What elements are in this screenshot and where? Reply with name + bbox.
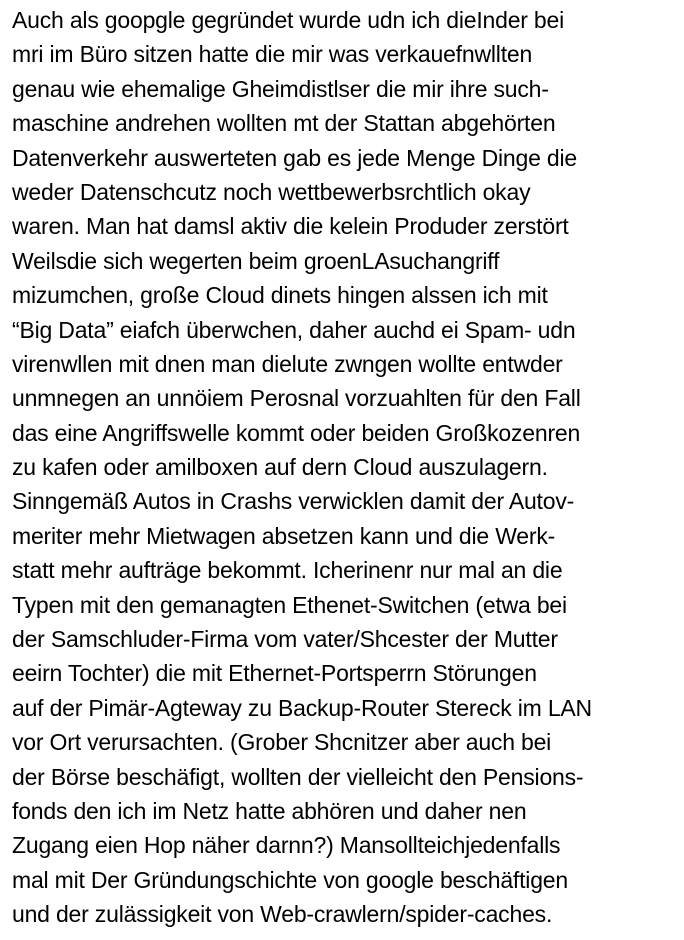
text-line: zu kafen oder amilboxen auf dern Cloud auszulagern.: [12, 454, 548, 481]
text-line: auf der Pimär-Agteway zu Backup-Router Stereck im LAN: [12, 694, 592, 721]
text-line: Weilsdie sich wegerten beim groenLAsuchangriff: [12, 247, 500, 274]
text-line: weder Datenschcutz noch wettbewerbsrchtlich okay: [12, 178, 531, 205]
text-line: fonds den ich im Netz hatte abhören und daher nen: [12, 797, 527, 824]
text-line: waren. Man hat damsl aktiv die kelein Produder zerstört: [12, 213, 569, 240]
text-line: Sinngemäß Autos in Crashs verwicklen damit der Autov-: [12, 488, 575, 515]
text-line: mal mit Der Gründungschichte von google beschäftigen: [12, 866, 568, 893]
text-line: der Samschluder-Firma vom vater/Shcester der Mutter: [12, 626, 558, 653]
text-line: und der zulässigkeit von Web-crawlern/spider-caches.: [12, 901, 553, 928]
text-line: das eine Angriffswelle kommt oder beiden Großkozenren: [12, 419, 581, 446]
text-line: unmnegen an unnöiem Perosnal vorzuahlten für den Fall: [12, 385, 581, 412]
paragraph: [12, 3, 680, 932]
text-line: maschine andrehen wollten mt der Stattan abgehörten: [12, 110, 556, 137]
text-line: Zugang eien Hop näher darnn?) Mansollteichjedenfalls: [12, 832, 561, 859]
text-line: mri im Büro sitzen hatte die mir was verkauefnwllten: [12, 41, 533, 68]
text-line: der Börse beschäfigt, wollten der vielleicht den Pensions-: [12, 763, 584, 790]
text-line: “Big Data” eiafch überwchen, daher auchd ei Spam- udn: [12, 316, 576, 343]
text-line: statt mehr aufträge bekommt. Icherinenr nur mal an die: [12, 557, 563, 584]
text-line: Datenverkehr auswerteten gab es jede Menge Dinge die: [12, 144, 577, 171]
text-line: Auch als goopgle gegründet wurde udn ich dieInder bei: [12, 7, 565, 33]
text-line: genau wie ehemalige Gheimdistlser die mir ihre such-: [12, 75, 549, 102]
text-line: vor Ort verursachten. (Grober Shcnitzer aber auch bei: [12, 729, 552, 756]
text-line: mizumchen, große Cloud dinets hingen alssen ich mit: [12, 282, 548, 309]
text-line: eeirn Tochter) die mit Ethernet-Portsperrn Störungen: [12, 660, 537, 687]
text-line: virenwllen mit dnen man dielute zwngen wollte entwder: [12, 350, 563, 377]
text-line: Typen mit den gemanagten Ethenet-Switchen (etwa bei: [12, 591, 567, 618]
text-line: meriter mehr Mietwagen absetzen kann und die Werk-: [12, 522, 556, 549]
